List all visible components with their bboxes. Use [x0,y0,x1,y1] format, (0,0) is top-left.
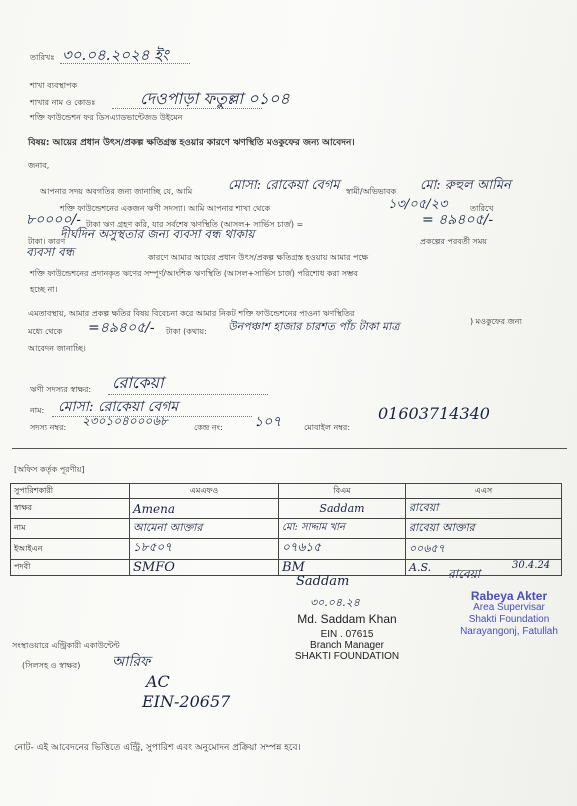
guardian-name-handwritten: মো: রুহুল আমিন [420,178,511,193]
cell-bm-signature: Saddam [279,499,406,519]
cell-mfo-signature: Amena [130,499,279,519]
accountant-ein: EIN-20657 [142,692,231,711]
member-name-handwritten: মোসা: রোকেয়া বেগম [228,178,340,193]
member-no-label: সদস্য নম্বর: [30,423,67,432]
accountant-initials: AC [146,672,170,691]
date-value: ৩০.০৪.২০২৪ ইং [62,46,169,64]
loan-amount-handwritten: ৮০০০০/- [26,212,81,228]
table-row-signature [11,499,562,519]
reason-tail-handwritten: ব্যবসা বন্ধ [26,245,75,259]
col-header-mfo: এমএফও [130,484,279,499]
as-stamp-signature: রাবেয়া [448,567,481,581]
row-label: সুপারিশকারী [11,484,130,499]
cell-mfo-designation: SMFO [130,560,279,576]
bm-seal-date: ৩০.০৪.২৪ [310,596,360,609]
center-value: ১০৭ [254,414,282,430]
row-label: নাম [11,519,130,539]
as-stamp-name: Rabeya Akter [470,589,548,603]
as-stamp-date: 30.4.24 [512,560,551,571]
col-header-bm: বিএম [279,484,406,499]
footer-note: নোট- এই আবেদনের ভিত্তিতে এন্ট্রি, সুপারিশ এবং অনুমোদন প্রক্রিয়া সম্পন্ন হবে। [14,743,301,753]
cell-bm-ein: ০৭৬১৫ [279,539,406,560]
body-text-1a: আপনার সদয় অবগতির জন্য জানাচ্ছি যে, আমি [40,187,193,196]
bm-seal-title: Branch Manager [310,640,384,651]
body-text-2d: ) মওকুফের জন্য [470,317,522,326]
body-text-1c: শক্তি ফাউন্ডেশনের একজন ঋণী সদস্যা। আমি আপনার শাখা থেকে [60,204,271,213]
office-table [10,483,562,576]
waive-amount-handwritten: =৪৯৪০৫/- [88,320,155,336]
date-label: তারিখঃ [30,53,55,62]
org-line: শক্তি ফাউন্ডেশন ফর ডিসএ্যাডভান্টেজড উইমেন [30,113,183,122]
as-stamp-org: Shakti Foundation [468,614,550,625]
bm-seal-ein: EIN . 07615 [320,629,374,640]
accountant-line2: (সিলসহ ও স্বাক্ষর) [22,661,81,670]
member-no-value: ২৩০১০৪০০০৬৮ [82,414,168,428]
cell-bm-designation: BM [279,560,406,576]
bm-seal [262,612,432,662]
cell-bm-name: মো: সাদ্দাম খান [279,519,406,539]
cell-as-ein: ০০৬৫৭ [406,539,562,560]
body-text-1j: হচ্ছে না। [30,285,58,294]
body-text-2e: আবেদন জানাচ্ছি। [28,344,86,353]
body-text-1g: প্রকল্পের পরবর্তী সময় [420,237,487,246]
col-header-as: এএস [406,484,562,499]
table-row-name [11,519,562,539]
branch-value: দেওপাড়া ফতুল্লা ০১০৪ [140,89,290,108]
body-text-2a: এমতাবস্থায়, আমার প্রকল্প ক্ষতির বিষয় বিবেচনা করে আমার নিকট শক্তি ফাউন্ডেশনের পাওনা ঋণস্থিতির [28,309,355,318]
bm-seal-name: Md. Saddam Khan [297,612,397,626]
row-label: ইআইএন [11,539,130,560]
center-label: কেন্দ্র নং: [194,423,223,432]
mobile-value: 01603714340 [378,404,490,423]
branch-underline [112,108,262,109]
accountant-signature: আরিফ [112,654,151,670]
bm-seal-org: SHAKTI FOUNDATION [294,651,400,662]
cell-as-signature: রাবেয়া [406,499,562,519]
office-section-title: [অফিস কর্তৃক পূরণীয়] [14,465,85,474]
as-stamp-title: Area Supervisar [473,602,545,613]
as-stamp-location: Narayangonj, Fatullah [460,626,558,637]
reason-handwritten: দীর্ঘদিন অসুস্থতার জন্য ব্যবসা বন্ধ থাকায় [60,227,255,241]
row-label: পদবী [11,560,130,576]
branch-label: শাখার নাম ও কোডঃ [30,98,96,107]
body-text-1b: স্বামী/অভিভাবক [346,187,397,196]
applicant-name: মোসা: রোকেয়া বেগম [58,399,179,415]
to-label: শাখা ব্যবস্থাপক [30,81,78,90]
mobile-label: মোবাইল নম্বর: [304,423,351,432]
accountant-line1: সংস্থাওয়ারে এন্ট্রিকারী একাউন্টেন্ট [12,641,120,650]
section-divider [12,448,567,449]
table-row-recommender [11,484,562,499]
cell-mfo-ein: ১৮৫০৭ [130,539,279,560]
date-underline [60,63,190,64]
loan-date-handwritten: ১৩/০৫/২৩ [388,197,448,212]
body-text-1e: টাকা ঋণ গ্রহণ করি, যার সর্বশেষ ঋণস্থিতি (আসল+ সার্ভিস চার্জ) = [86,220,304,229]
waive-words-handwritten: উনপঞ্চাশ হাজার চারশত পাঁচ টাকা মাত্র [228,320,400,333]
body-text-2c: টাকা (কথায়: [166,327,207,336]
body-text-1h: কারণে আমার আয়ের প্রধান উৎস/প্রকল্প ক্ষতিগ্রস্ত হওয়ায় আমার পক্ষে [148,253,369,262]
bm-seal-signature: Saddam [296,574,350,589]
cell-as-designation: A.S. [406,560,562,576]
body-text-1i: শক্তি ফাউন্ডেশনের প্রদানকৃত ঋণের সম্পূর্ণ/আংশিক ঋণস্থিতি (আসল+সার্ভিস চার্জ) পরিশোধ করা সম্ভব [30,269,358,278]
applicant-signature: রোকেয়া [112,373,164,392]
cell-as-name: রাবেয়া আক্তার [406,519,562,539]
cell-mfo-name: আমেনা আক্তার [130,519,279,539]
row-label: স্বাক্ষর [11,499,130,519]
table-row-ein [11,539,562,560]
outstanding-handwritten: = ৪৯৪০৫/- [422,212,494,228]
body-text-2b: মধ্যে থেকে [28,327,63,336]
signature-label: ঋণী সদস্যর স্বাক্ষর: [30,385,92,394]
subject: বিষয়: আয়ের প্রধান উৎস/প্রকল্প ক্ষতিগ্রস্ত হওয়ার কারণে ঋণস্থিতি মওকুফের জন্য আবেদন। [28,138,355,148]
name-label: নাম: [30,406,45,415]
as-stamp [442,590,576,638]
body-text-1d: তারিখে [470,204,494,213]
body-text-1f: টাকা। কারণ [28,237,66,246]
salutation: জনাব, [28,161,50,170]
